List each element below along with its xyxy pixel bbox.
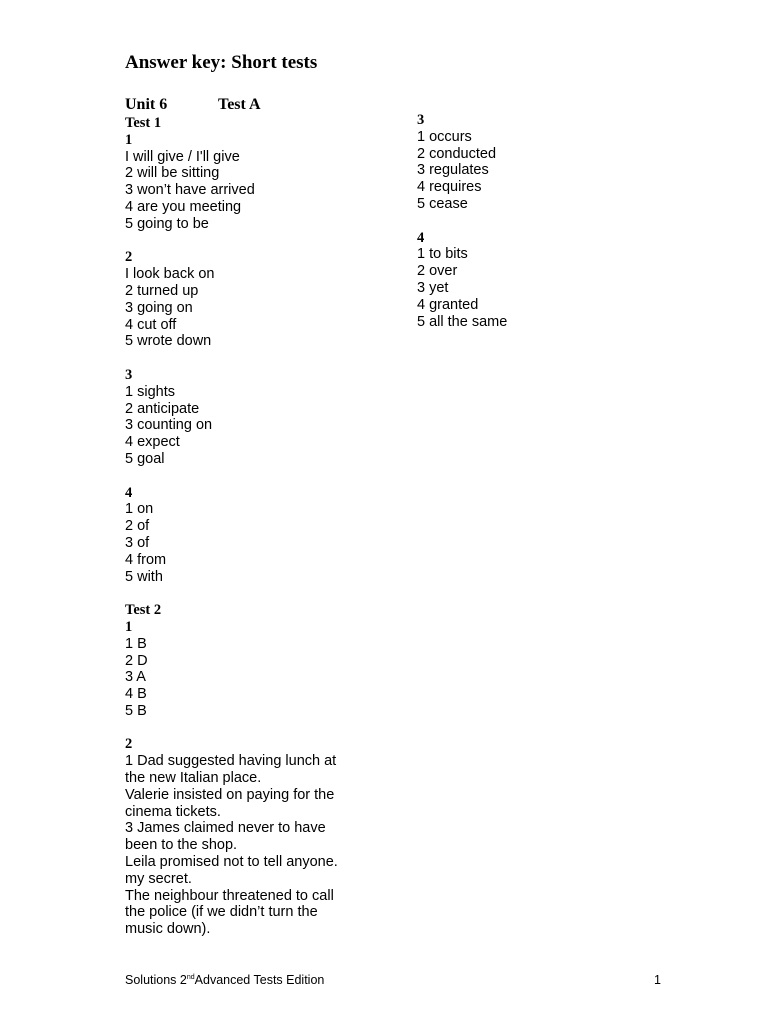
answer-line: 3 regulates — [417, 162, 489, 179]
unit-label: Unit 6 — [125, 96, 168, 113]
answer-line: 3 yet — [417, 279, 449, 296]
answer-line: music down). — [125, 921, 211, 938]
answer-line: 5 wrote down — [125, 333, 212, 350]
section-heading: 1 — [125, 131, 133, 148]
answer-line: 3 James claimed never to have — [125, 820, 326, 837]
answer-line: my secret. — [125, 870, 192, 887]
answer-line: 3 won’t have arrived — [125, 182, 255, 199]
answer-line: the new Italian place. — [125, 770, 262, 787]
answer-line: 1 Dad suggested having lunch at — [125, 753, 337, 770]
answer-line: 2 conducted — [417, 145, 497, 162]
footer-superscript: nd — [186, 973, 195, 981]
section-heading: 4 — [125, 484, 133, 501]
answer-line: Leila promised not to tell anyone. — [125, 854, 338, 871]
section-heading: 1 — [125, 618, 133, 635]
answer-line: Valerie insisted on paying for the — [125, 786, 335, 803]
footer-suffix: Advanced Tests Edition — [194, 973, 325, 987]
answer-line: 4 B — [125, 686, 147, 703]
answer-line: 1 sights — [125, 383, 175, 400]
answer-line: 1 to bits — [417, 246, 468, 263]
left-column — [125, 115, 365, 938]
answer-line: 5 with — [125, 568, 163, 585]
section-gap — [125, 468, 365, 485]
page-footer — [125, 972, 661, 988]
answer-line: 1 occurs — [417, 128, 472, 145]
answer-line: 2 turned up — [125, 282, 199, 299]
answer-line: 4 cut off — [125, 316, 177, 333]
answer-line: 5 going to be — [125, 215, 209, 232]
section-heading: 2 — [125, 249, 133, 266]
answer-line: 4 expect — [125, 434, 180, 451]
answer-line: 1 on — [125, 501, 154, 518]
answer-line: I will give / I'll give — [125, 148, 240, 165]
section-heading: 2 — [125, 736, 133, 753]
answer-line: 3 A — [125, 669, 146, 686]
section-heading: 3 — [417, 112, 425, 128]
answer-line: 3 of — [125, 534, 150, 551]
answer-line: 5 all the same — [417, 313, 508, 330]
answer-line: 5 goal — [125, 450, 165, 467]
answer-line: 2 of — [125, 518, 150, 535]
section-heading: 3 — [125, 366, 133, 383]
page-title: Answer key: Short tests — [125, 52, 318, 73]
answer-line: 3 going on — [125, 299, 193, 316]
answer-line: 4 granted — [417, 296, 479, 313]
answer-line: cinema tickets. — [125, 803, 221, 820]
right-column — [417, 112, 657, 330]
section-gap — [125, 720, 365, 737]
answer-line: 3 counting on — [125, 417, 213, 434]
answer-line: been to the shop. — [125, 837, 238, 854]
answer-line: 2 anticipate — [125, 400, 200, 417]
answer-line: 4 requires — [417, 179, 482, 196]
unit-heading — [125, 95, 261, 114]
section-heading: 4 — [417, 229, 425, 246]
answer-line: 2 over — [417, 263, 458, 280]
answer-line: 2 will be sitting — [125, 165, 220, 182]
section-heading: Test 1 — [125, 115, 162, 131]
footer-prefix: Solutions 2 — [125, 973, 187, 987]
answer-line: the police (if we didn’t turn the — [125, 904, 318, 921]
section-gap — [125, 233, 365, 250]
section-heading: Test 2 — [125, 602, 162, 619]
answer-line: 5 B — [125, 702, 147, 719]
answer-line: I look back on — [125, 266, 215, 283]
section-gap — [125, 585, 365, 602]
answer-line: 2 D — [125, 652, 148, 669]
answer-line: 4 are you meeting — [125, 198, 242, 215]
answer-line: 1 B — [125, 635, 147, 652]
answer-line: The neighbour threatened to call — [125, 887, 334, 904]
page-number: 1 — [654, 973, 661, 987]
section-gap — [417, 213, 657, 230]
answer-line: 4 from — [125, 551, 167, 568]
answer-line: 5 cease — [417, 195, 468, 212]
test-label: Test A — [218, 96, 261, 113]
section-gap — [125, 350, 365, 367]
